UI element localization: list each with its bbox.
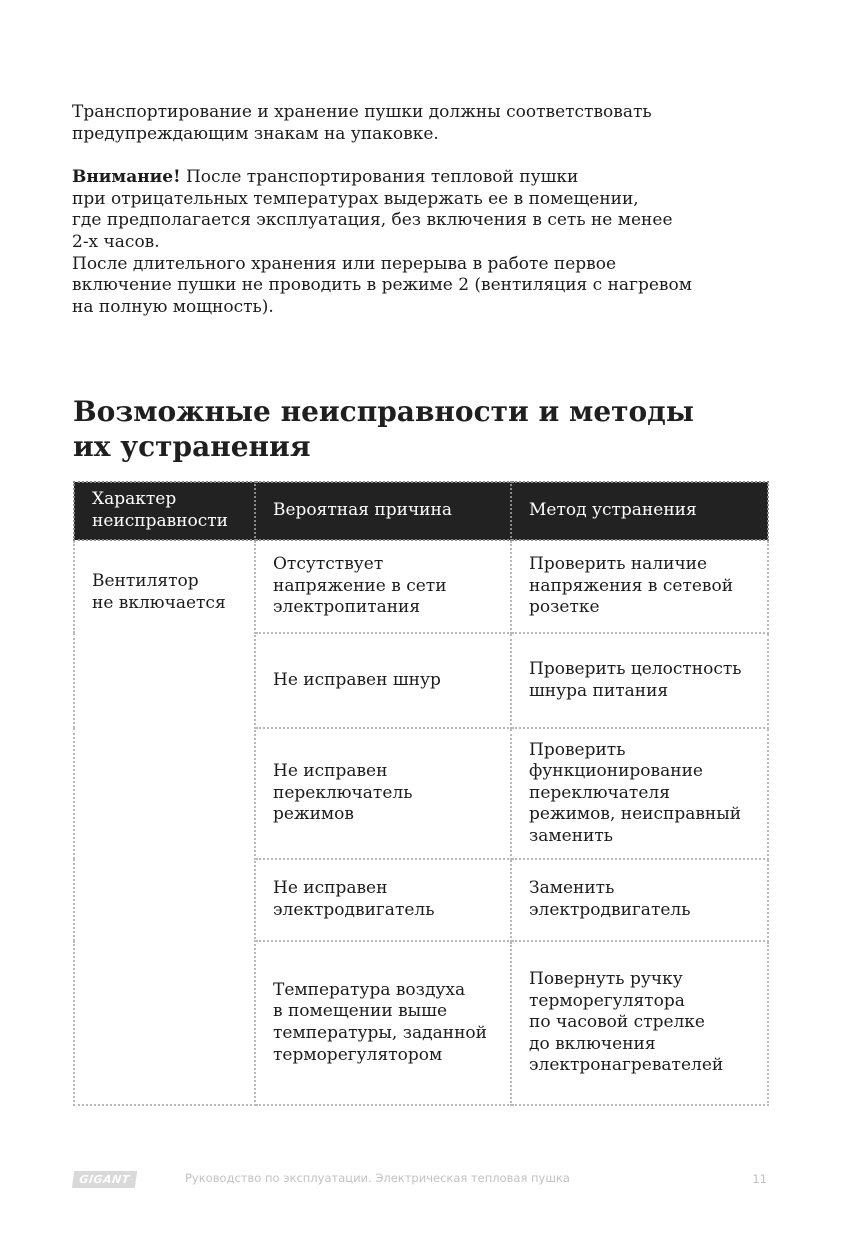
cause-cell: Не исправен шнур [255,633,511,728]
text-line: включение пушки не проводить в режиме 2 (вентиляция с нагревом [72,275,692,296]
section-title [73,394,773,464]
table-row [74,540,768,633]
gigant-logo: GIGANT [72,1171,137,1188]
text-line: Транспортирование и хранение пушки должны соответствовать [72,102,652,122]
text-line [72,167,772,189]
cause-cell: Не исправен переключатель режимов [255,728,511,859]
header-remedy: Метод устранения [511,482,768,540]
header-fault: Характер неисправности [74,482,255,540]
text-line: где предполагается эксплуатация, без включения в сеть не менее [72,210,673,231]
footer-text: Руководство по эксплуатации. Электрическая тепловая пушка [185,1171,570,1185]
cause-cell: Не исправен электродвигатель [255,859,511,941]
remedy-cell: Заменить электродвигатель [511,859,768,941]
intro-text [72,102,772,318]
text-line: при отрицательных температурах выдержать ее в помещении, [72,188,639,209]
troubleshooting-table [73,481,769,1106]
cause-cell: Температура воздуха в помещении выше температуры, заданной терморегулятором [255,941,511,1105]
page-footer [73,1170,767,1190]
table-header-row [74,482,768,540]
text-line: предупреждающим знакам на упаковке. [72,123,439,144]
text-line: После длительного хранения или перерыва в работе первое [72,253,617,274]
remedy-cell: Проверить целостность шнура питания [511,633,768,728]
troubleshooting-table-wrap [73,481,767,1104]
attention-paragraph [72,167,772,318]
transport-paragraph [72,102,772,145]
header-cause: Вероятная причина [255,482,511,540]
remedy-cell: Проверить функционирование переключателя режимов, неисправный заменить [511,728,768,859]
text-fragment: После транспортирования тепловой пушки [180,167,579,188]
remedy-cell: Проверить наличие напряжения в сетевой розетке [511,540,768,633]
attention-label: Внимание! [72,167,181,188]
text-line: на полную мощность). [72,296,274,317]
title-line: Возможные неисправности и методы [73,395,694,428]
text-line: 2-х часов. [72,231,160,252]
page-number: 11 [752,1172,767,1186]
title-line: их устранения [73,430,311,463]
cause-cell: Отсутствует напряжение в сети электропитания [255,540,511,633]
remedy-cell: Повернуть ручку терморегулятора по часовой стрелке до включения электронагревателей [511,941,768,1105]
symptom-cell: Вентилятор не включается [74,540,255,1105]
